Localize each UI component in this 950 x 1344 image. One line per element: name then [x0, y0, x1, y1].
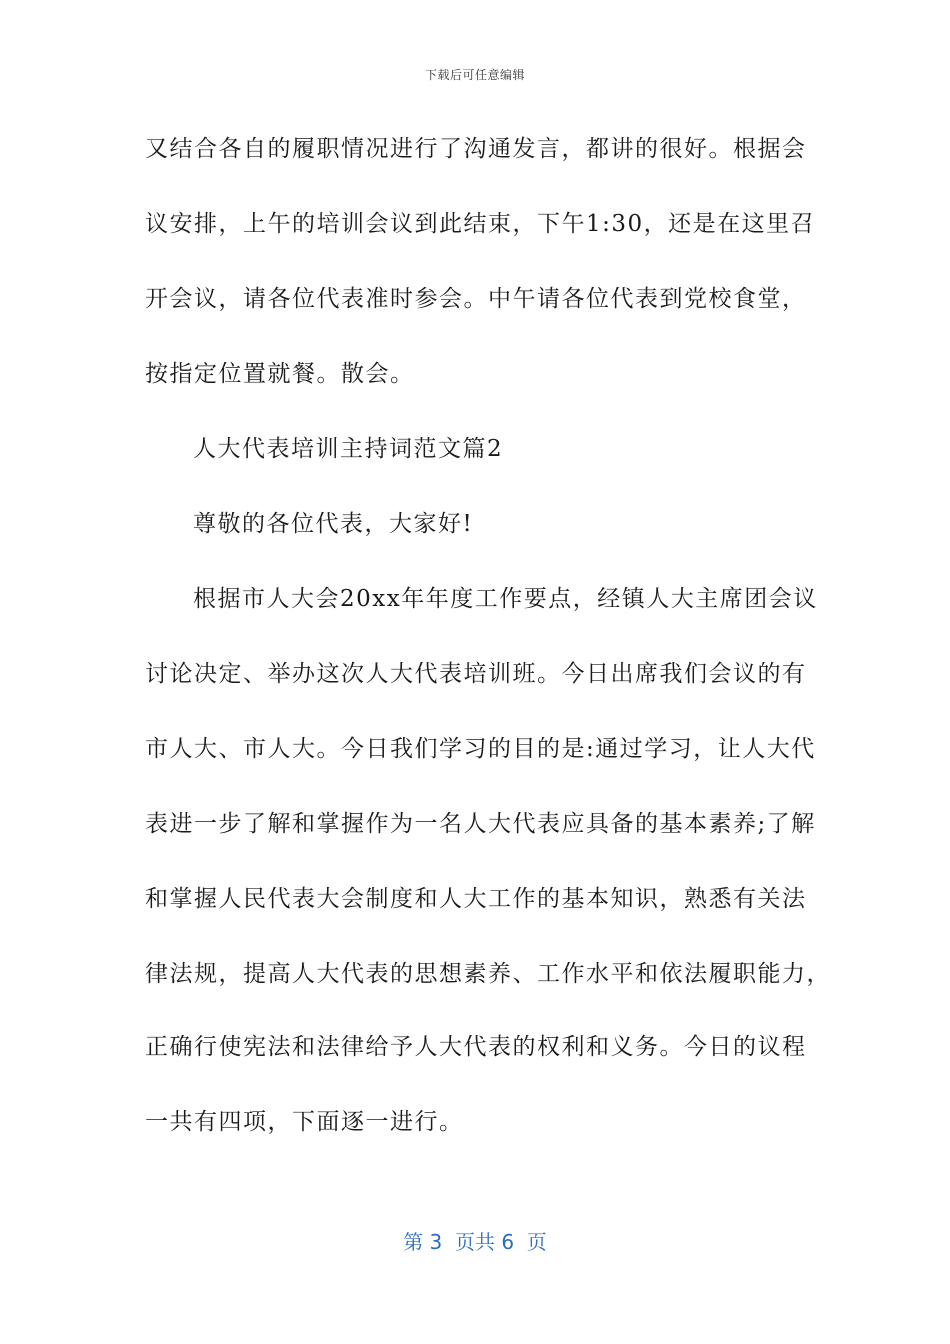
paragraph-line: 开会议，请各位代表准时参会。中午请各位代表到党校食堂，: [145, 286, 807, 312]
paragraph-line: 根据市人大会20xx年年度工作要点，经镇人大主席团会议: [193, 586, 818, 612]
paragraph-line: 和掌握人民代表大会制度和人大工作的基本知识，熟悉有关法: [145, 886, 807, 912]
page-number-footer: 第 3 页共 6 页: [403, 1230, 547, 1254]
paragraph-line: 按指定位置就餐。散会。: [145, 361, 415, 387]
paragraph-line: 正确行使宪法和法律给予人大代表的权利和义务。今日的议程: [145, 1034, 807, 1060]
section-heading: 人大代表培训主持词范文篇2: [193, 436, 504, 462]
paragraph-line: 律法规，提高人大代表的思想素养、工作水平和依法履职能力，: [145, 961, 831, 987]
paragraph-line: 讨论决定、举办这次人大代表培训班。今日出席我们会议的有: [145, 661, 807, 687]
paragraph-line: 表进一步了解和掌握作为一名人大代表应具备的基本素养;了解: [145, 811, 816, 837]
paragraph-line: 市人大、市人大。今日我们学习的目的是:通过学习，让人大代: [145, 736, 816, 762]
page-header: 下载后可任意编辑: [424, 68, 525, 82]
paragraph-line: 一共有四项，下面逐一进行。: [145, 1109, 464, 1135]
paragraph-line: 议安排，上午的培训会议到此结束，下午1:30，还是在这里召: [145, 211, 816, 237]
greeting-line: 尊敬的各位代表，大家好!: [193, 511, 474, 537]
paragraph-line: 又结合各自的履职情况进行了沟通发言，都讲的很好。根据会: [145, 136, 807, 162]
